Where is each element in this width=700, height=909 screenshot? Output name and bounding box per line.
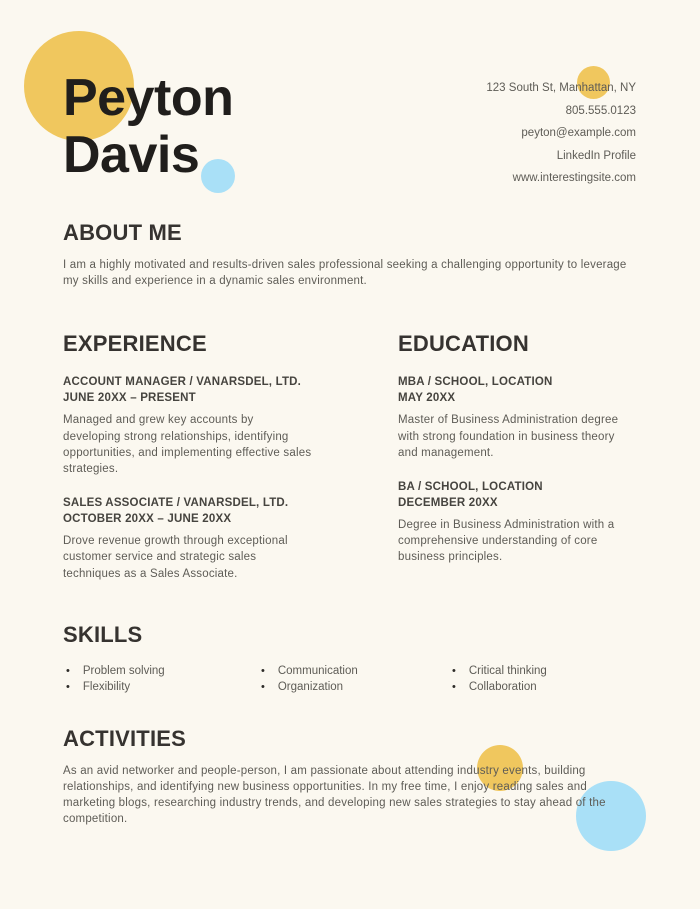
skills-column — [63, 663, 258, 696]
education-entry — [398, 479, 636, 566]
skills-column — [449, 663, 636, 696]
experience-entry-title: SALES ASSOCIATE / VANARSDEL, LTD. — [63, 497, 289, 510]
experience-entry-title: ACCOUNT MANAGER / VANARSDEL, LTD. — [63, 376, 302, 389]
skill-item — [63, 663, 258, 680]
skill-item — [449, 663, 636, 680]
skills-heading: SKILLS — [63, 621, 143, 647]
candidate-first-name: Peyton — [63, 69, 234, 127]
bullet-icon: • — [66, 681, 70, 694]
bullet-icon: • — [66, 664, 70, 677]
bullet-icon: • — [261, 664, 265, 677]
contact-phone: 805.555.0123 — [565, 104, 636, 117]
about-text: I am a highly motivated and results-driven sales professional seeking a challenging opportunity to leverage my skills and experience in a dynamic sales environment. — [63, 259, 627, 288]
bullet-icon: • — [452, 681, 456, 694]
education-entry-description: Degree in Business Administration with a comprehensive understanding of core business principles. — [398, 519, 615, 564]
about-section — [63, 220, 636, 289]
bullet-icon: • — [452, 664, 456, 677]
education-entry-title: MBA / SCHOOL, LOCATION — [398, 376, 553, 389]
activities-section — [63, 726, 636, 828]
skill-label: Critical thinking — [468, 664, 547, 677]
education-entry — [398, 374, 636, 461]
candidate-last-name: Davis — [63, 126, 200, 184]
skill-label: Communication — [277, 664, 358, 677]
about-heading: ABOUT ME — [63, 220, 182, 245]
education-entry-title: BA / SCHOOL, LOCATION — [398, 481, 543, 494]
education-heading: EDUCATION — [398, 331, 529, 357]
contact-block — [486, 77, 636, 190]
skill-label: Organization — [277, 681, 344, 694]
skill-label: Collaboration — [468, 681, 537, 694]
skills-column — [258, 663, 449, 696]
experience-entry-description: Managed and grew key accounts by developing strong relationships, identifying opportunities, and implementing effective sales strategies. — [63, 414, 312, 476]
experience-section — [63, 331, 335, 581]
activities-heading: ACTIVITIES — [63, 725, 187, 751]
skill-item — [449, 679, 636, 696]
experience-entry — [63, 374, 335, 477]
experience-entry-dates: JUNE 20XX – PRESENT — [63, 392, 196, 405]
education-entry-dates: MAY 20XX — [398, 392, 456, 405]
skill-item — [258, 679, 449, 696]
skill-label: Flexibility — [82, 681, 131, 694]
contact-email: peyton@example.com — [521, 127, 636, 139]
experience-entry-description: Drove revenue growth through exceptional customer service and strategic sales techniques as a Sales Associate. — [63, 535, 288, 580]
skill-item — [258, 663, 449, 680]
skills-columns — [63, 663, 636, 696]
bullet-icon: • — [261, 681, 265, 694]
experience-entry — [63, 495, 335, 582]
education-entry-dates: DECEMBER 20XX — [398, 497, 498, 510]
contact-address: 123 South St, Manhattan, NY — [486, 82, 636, 94]
experience-entry-dates: OCTOBER 20XX – JUNE 20XX — [63, 513, 232, 526]
experience-heading: EXPERIENCE — [63, 331, 207, 357]
skill-item — [63, 679, 258, 696]
contact-website: www.interestingsite.com — [512, 172, 636, 184]
contact-linkedin: LinkedIn Profile — [556, 149, 636, 162]
education-entry-description: Master of Business Administration degree with strong foundation in business theory and management. — [398, 414, 619, 459]
education-section — [398, 331, 636, 581]
activities-text: As an avid networker and people-person, I am passionate about attending industry events, building relationships, and identifying new business opportunities. In my free time, I enjoy reading sales and marketing blogs, researching industry trends, and developing new sales strategies to stay ahead of the competition. — [63, 764, 606, 826]
experience-education-row — [63, 331, 636, 581]
skill-label: Problem solving — [82, 664, 165, 677]
skills-section — [63, 622, 636, 696]
